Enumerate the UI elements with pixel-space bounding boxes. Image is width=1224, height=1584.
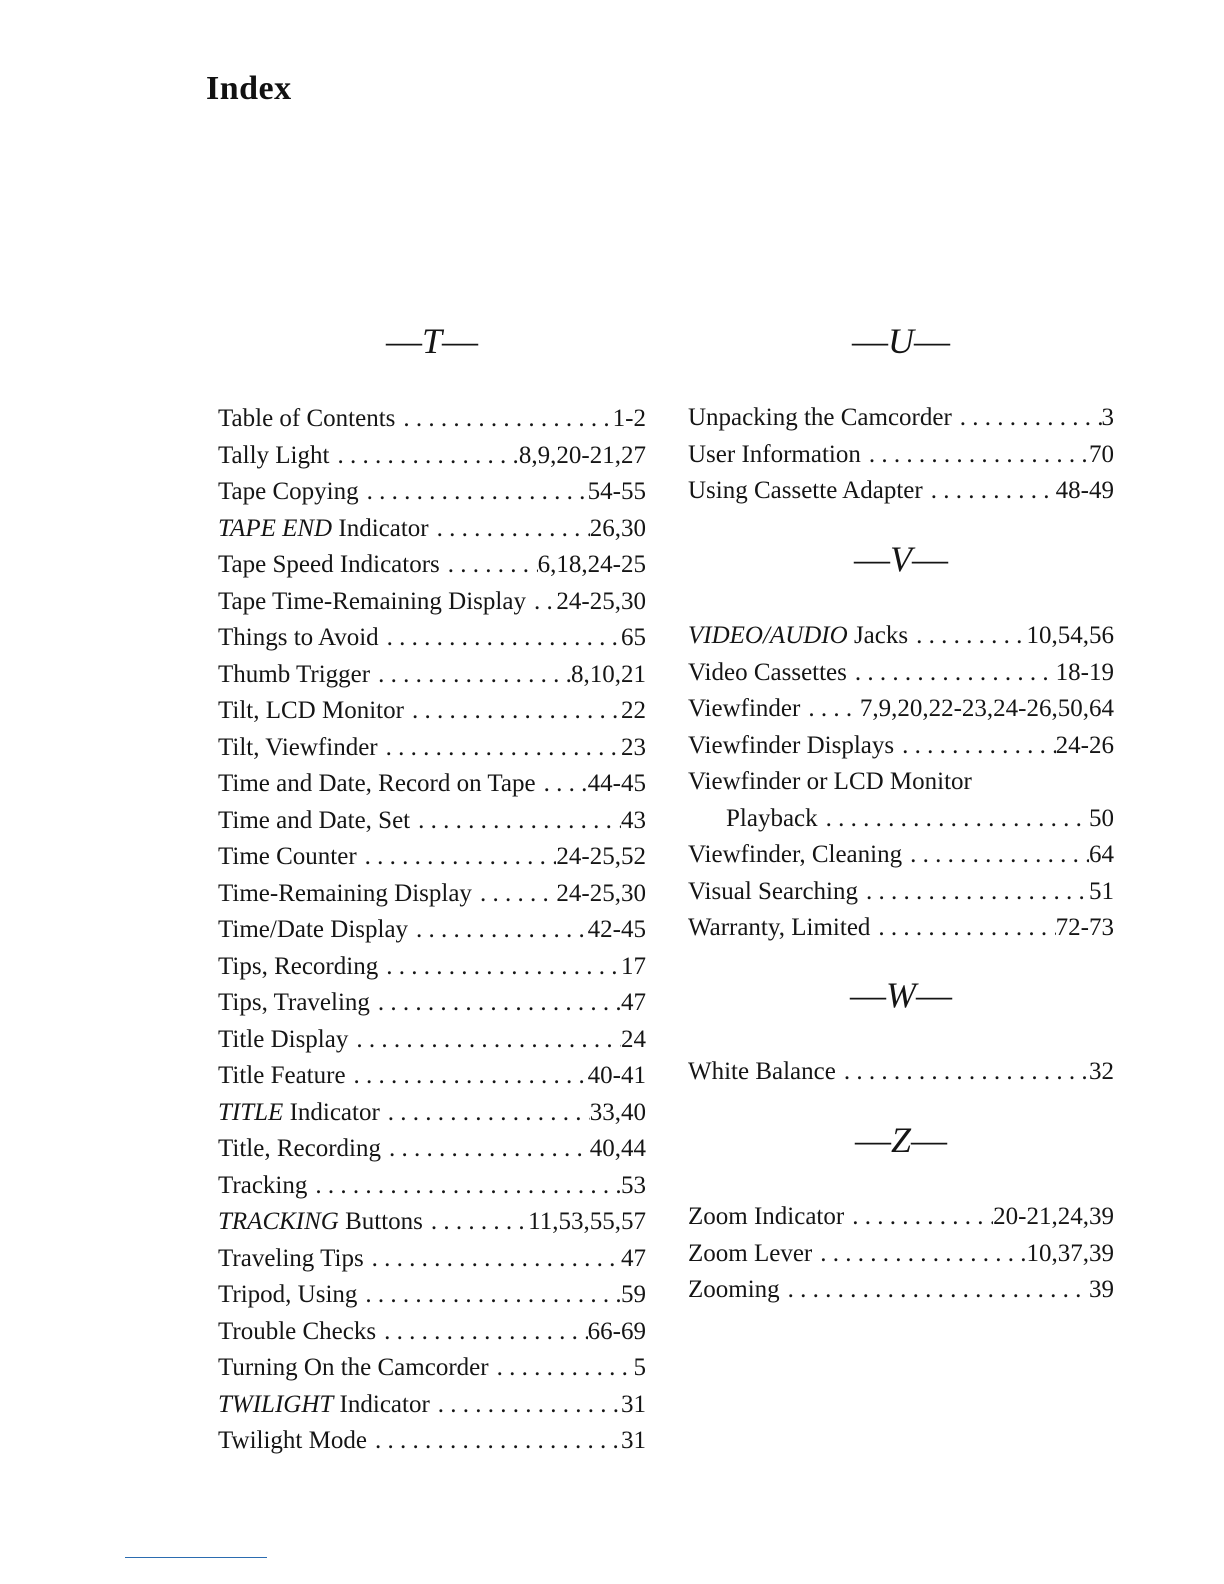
entry-term-part: Tape Time-Remaining Display: [218, 587, 526, 615]
entry-term: [218, 1022, 348, 1058]
section-header-w: —W—: [850, 975, 952, 1015]
entry-term: [688, 618, 908, 654]
entry-pages: 72-73: [1055, 914, 1114, 941]
entry-term-part: Tracking: [218, 1171, 308, 1199]
dot-leader: [378, 730, 621, 766]
dot-leader: [858, 874, 1089, 910]
section-letter: V: [890, 539, 912, 579]
entry-pages: 8,10,21: [571, 660, 646, 688]
index-entry: [688, 728, 1114, 764]
entry-term-part: Warranty, Limited: [688, 914, 871, 941]
entry-pages: 64: [1089, 841, 1114, 868]
section-letter: W: [886, 975, 916, 1015]
entry-term: [688, 691, 800, 727]
entry-pages: 7,9,20,22-23,24-26,50,64: [859, 695, 1114, 722]
entry-term: [218, 912, 408, 948]
entry-term: [218, 985, 370, 1021]
entry-pages: 3: [1101, 404, 1114, 431]
entry-term: [688, 801, 818, 837]
index-entry: [218, 1095, 646, 1131]
dot-leader: [870, 910, 1055, 946]
dot-leader: [861, 437, 1089, 473]
dot-leader: [329, 438, 518, 474]
entry-term: [688, 764, 1114, 800]
dot-leader: [408, 912, 588, 948]
entry-term: [688, 437, 861, 473]
entry-pages: 31: [621, 1427, 646, 1454]
entry-term: [218, 1423, 367, 1459]
dot-leader: [780, 1272, 1089, 1308]
index-entry: [218, 547, 646, 583]
dot-leader: [376, 1314, 588, 1350]
entry-term: [688, 910, 870, 946]
entry-term-part: Time and Date, Set: [218, 806, 411, 834]
entry-term-part: Time and Date, Record on Tape: [218, 770, 536, 797]
index-entry: [218, 985, 646, 1021]
index-entry: [218, 1241, 646, 1277]
entry-pages: 10,37,39: [1026, 1239, 1114, 1267]
entry-term: [218, 401, 395, 437]
dot-leader: [489, 1350, 634, 1386]
section-header-v: —V—: [854, 539, 948, 579]
entry-term: [218, 657, 370, 693]
index-entry: [218, 1058, 646, 1094]
index-entry: [218, 657, 646, 693]
dot-leader: [836, 1054, 1089, 1090]
entry-term-part: Indicator: [333, 1390, 430, 1418]
index-entry: [218, 1423, 646, 1459]
index-entry: [218, 511, 646, 547]
entry-term-part: Tips, Recording: [218, 952, 379, 980]
index-entry: [218, 1314, 646, 1350]
dot-leader: [440, 547, 538, 583]
index-entry: [218, 1387, 646, 1423]
entry-term-part: Time-Remaining Display: [218, 879, 472, 907]
dot-leader: [429, 511, 590, 547]
entry-term-part: User Information: [688, 440, 861, 468]
entry-term: [688, 1272, 780, 1308]
section-header-t: —T—: [385, 321, 479, 361]
index-entry: [688, 764, 1114, 800]
entry-term: [688, 1199, 844, 1235]
index-entry: [688, 801, 1114, 837]
entry-term-part: Using Cassette Adapter: [688, 477, 923, 504]
dot-leader: [894, 728, 1056, 764]
dot-leader: [346, 1058, 588, 1094]
index-entry: [218, 912, 646, 948]
entry-term-part: Title Feature: [218, 1062, 346, 1089]
index-entry: [688, 910, 1114, 946]
entry-term-part: Tilt, Viewfinder: [218, 733, 378, 761]
section-header-z: —Z—: [854, 1120, 948, 1160]
index-entry: [218, 474, 646, 510]
entry-term-part: Viewfinder Displays: [688, 731, 895, 759]
dot-leader: [367, 1423, 621, 1459]
dot-leader: [902, 837, 1089, 873]
entry-pages: 23: [621, 733, 646, 761]
dot-leader: [812, 1236, 1026, 1272]
entry-term-part: Tripod, Using: [218, 1281, 358, 1308]
index-entry: [218, 401, 646, 437]
index-entry: [218, 1350, 646, 1386]
entry-term-part: Thumb Trigger: [218, 660, 371, 688]
page-title: Index: [206, 70, 292, 107]
entry-term-part: Tape Copying: [218, 478, 359, 505]
dot-leader: [404, 693, 621, 729]
entry-pages: 24: [621, 1025, 646, 1053]
entry-pages: 24-25,30: [556, 879, 646, 907]
entry-term: [218, 1204, 423, 1240]
entry-pages: 24-25,52: [556, 843, 646, 870]
entry-term-part: Buttons: [338, 1208, 423, 1235]
entry-term-part: Viewfinder, Cleaning: [688, 841, 903, 868]
section-letter: U: [888, 321, 914, 361]
entry-pages: 50: [1089, 804, 1114, 832]
entry-pages: 48-49: [1055, 477, 1114, 504]
entry-term-part: Tape Speed Indicators: [218, 551, 440, 578]
entry-term: [218, 839, 357, 875]
entry-term: [218, 1131, 381, 1167]
index-entry: [218, 766, 646, 802]
dot-leader: [423, 1204, 528, 1240]
entry-pages: 40-41: [587, 1062, 646, 1089]
entry-pages: 47: [621, 1244, 646, 1272]
section-header-u: —U—: [852, 321, 950, 361]
entry-pages: 65: [621, 624, 646, 651]
entry-pages: 32: [1089, 1058, 1114, 1085]
entry-pages: 5: [633, 1354, 646, 1381]
dot-leader: [370, 657, 571, 693]
dot-leader: [844, 1199, 993, 1235]
entry-term: [218, 949, 378, 985]
entry-term-part: Visual Searching: [688, 877, 858, 905]
entry-pages: 8,9,20-21,27: [518, 441, 646, 469]
entry-term-part: Jacks: [847, 622, 909, 649]
entry-pages: 10,54,56: [1026, 622, 1114, 649]
entry-pages: 20-21,24,39: [993, 1203, 1114, 1230]
dot-leader: [847, 655, 1056, 691]
entry-term-part: Zoom Lever: [688, 1239, 813, 1267]
entry-term-part: Time Counter: [218, 843, 357, 870]
entry-term: [218, 730, 378, 766]
entry-term-part: Viewfinder or LCD Monitor: [688, 768, 972, 795]
dot-leader: [952, 400, 1102, 436]
dot-leader: [378, 949, 621, 985]
index-entry: [688, 1199, 1114, 1235]
entry-term-part: Table of Contents: [218, 405, 396, 432]
entry-pages: 66-69: [587, 1317, 646, 1345]
entry-term: [218, 1277, 357, 1313]
index-entry: [688, 1272, 1114, 1308]
entry-term: [688, 874, 858, 910]
entry-term-part: Tips, Traveling: [218, 989, 370, 1016]
dot-leader: [908, 618, 1026, 654]
entry-pages: 24-26: [1055, 731, 1114, 759]
entry-pages: 43: [621, 806, 646, 834]
entry-pages: 22: [621, 697, 646, 724]
index-entry: [688, 655, 1114, 691]
entry-pages: 18-19: [1055, 658, 1114, 686]
index-entry: [218, 1022, 646, 1058]
index-entry: [688, 400, 1114, 436]
entry-term-part: TRACKING: [218, 1208, 339, 1235]
entry-term-part: Indicator: [283, 1098, 380, 1126]
entry-term: [218, 1168, 307, 1204]
entry-term: [218, 1387, 430, 1423]
entry-term-part: Indicator: [332, 514, 429, 542]
index-entry: [218, 1131, 646, 1167]
entry-term: [688, 1054, 836, 1090]
entry-pages: 44-45: [587, 770, 646, 797]
entry-pages: 1-2: [612, 405, 646, 432]
entry-term: [218, 1241, 364, 1277]
entry-term-part: Zooming: [688, 1276, 780, 1303]
dot-leader: [536, 766, 588, 802]
index-entry: [218, 1277, 646, 1313]
dot-leader: [307, 1168, 621, 1204]
entry-term-part: Time/Date Display: [218, 916, 409, 943]
entry-term-part: TAPE END: [218, 514, 333, 542]
entry-pages: 70: [1089, 440, 1114, 468]
entry-term-part: Things to Avoid: [218, 624, 379, 651]
dot-leader: [923, 473, 1056, 509]
entry-term-part: Tally Light: [218, 441, 330, 469]
entry-term-part: Zoom Indicator: [688, 1203, 845, 1230]
index-entry: [218, 1168, 646, 1204]
footer-rule: [125, 1557, 267, 1558]
index-entry: [218, 693, 646, 729]
entry-term-part: TWILIGHT: [218, 1390, 334, 1418]
entry-pages: 31: [621, 1390, 646, 1418]
dot-leader: [359, 474, 588, 510]
index-entry: [218, 949, 646, 985]
entry-term-part: Title, Recording: [218, 1135, 381, 1162]
dot-leader: [430, 1387, 621, 1423]
entry-term-part: White Balance: [688, 1058, 836, 1085]
index-entry: [688, 1054, 1114, 1090]
entry-pages: 53: [621, 1171, 646, 1199]
entry-term: [218, 620, 379, 656]
index-entry: [688, 473, 1114, 509]
entry-term: [688, 837, 902, 873]
dot-leader: [818, 801, 1089, 837]
entry-term: [688, 473, 923, 509]
dot-leader: [357, 1277, 621, 1313]
entry-term: [688, 1236, 812, 1272]
entry-term-part: Trouble Checks: [218, 1317, 377, 1345]
index-entry: [218, 803, 646, 839]
entry-term-part: Playback: [726, 804, 818, 832]
entry-term: [218, 693, 404, 729]
entry-term-part: Turning On the Camcorder: [218, 1354, 489, 1381]
entry-term: [688, 400, 952, 436]
index-entry: [688, 437, 1114, 473]
dot-leader: [395, 401, 612, 437]
dot-leader: [364, 1241, 621, 1277]
entry-term: [218, 511, 429, 547]
entry-term: [688, 728, 894, 764]
entry-term: [218, 438, 329, 474]
index-entry: [218, 438, 646, 474]
entry-term: [218, 876, 472, 912]
entry-term-part: Title Display: [218, 1025, 349, 1053]
entry-pages: 33,40: [589, 1098, 646, 1126]
entry-term: [218, 474, 359, 510]
entry-term-part: VIDEO/AUDIO: [688, 622, 848, 649]
index-entry: [218, 620, 646, 656]
index-entry: [688, 1236, 1114, 1272]
entry-pages: 26,30: [589, 514, 646, 542]
dot-leader: [357, 839, 557, 875]
entry-term: [688, 655, 847, 691]
entry-pages: 59: [621, 1281, 646, 1308]
entry-term-part: Viewfinder: [688, 695, 801, 722]
entry-pages: 54-55: [587, 478, 646, 505]
entry-term: [218, 1314, 376, 1350]
index-entry: [218, 730, 646, 766]
entry-pages: 47: [621, 989, 646, 1016]
index-entry: [218, 584, 646, 620]
entry-term: [218, 766, 536, 802]
dot-leader: [380, 1095, 590, 1131]
index-entry: [688, 837, 1114, 873]
entry-term: [218, 1058, 346, 1094]
entry-term-part: Unpacking the Camcorder: [688, 404, 952, 431]
index-entry: [688, 618, 1114, 654]
entry-pages: 42-45: [587, 916, 646, 943]
entry-term-part: TITLE: [218, 1098, 284, 1126]
entry-term: [218, 547, 440, 583]
dot-leader: [410, 803, 621, 839]
dot-leader: [800, 691, 860, 727]
entry-term: [218, 1095, 380, 1131]
dot-leader: [381, 1131, 590, 1167]
dot-leader: [379, 620, 621, 656]
index-entry: [688, 691, 1114, 727]
entry-term-part: Tilt, LCD Monitor: [218, 697, 404, 724]
entry-pages: 11,53,55,57: [528, 1208, 646, 1235]
entry-pages: 39: [1089, 1276, 1114, 1303]
entry-term-part: Video Cassettes: [688, 658, 847, 686]
dot-leader: [526, 584, 556, 620]
dot-leader: [370, 985, 621, 1021]
index-entry: [688, 874, 1114, 910]
entry-pages: 6,18,24-25: [537, 551, 646, 578]
entry-pages: 17: [621, 952, 646, 980]
entry-term: [218, 584, 526, 620]
index-entry: [218, 839, 646, 875]
section-letter: T: [421, 321, 443, 361]
entry-term-part: Traveling Tips: [218, 1244, 364, 1272]
dot-leader: [472, 876, 556, 912]
index-entry: [218, 876, 646, 912]
entry-term-part: Twilight Mode: [218, 1427, 367, 1454]
entry-term: [218, 1350, 489, 1386]
entry-pages: 51: [1089, 877, 1114, 905]
dot-leader: [348, 1022, 621, 1058]
section-letter: Z: [890, 1120, 912, 1160]
index-entry: [218, 1204, 646, 1240]
entry-pages: 40,44: [589, 1135, 646, 1162]
entry-pages: 24-25,30: [556, 587, 646, 615]
entry-term: [218, 803, 410, 839]
